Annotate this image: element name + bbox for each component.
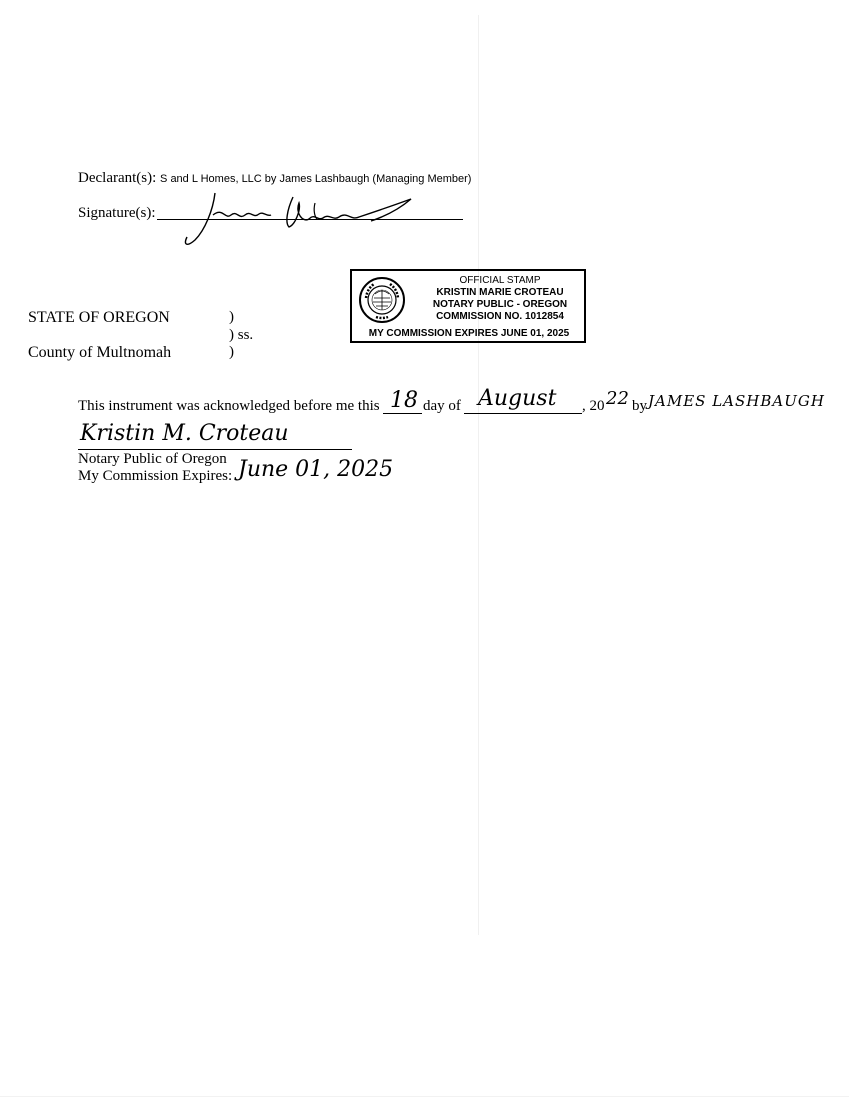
- venue-county: County of Multnomah: [28, 344, 172, 361]
- ack-day-word: day of: [423, 398, 461, 414]
- stamp-line-2: KRISTIN MARIE CROTEAU: [436, 287, 564, 298]
- venue-paren-3: ): [229, 344, 234, 360]
- ack-year-value: 22: [606, 388, 629, 409]
- ack-day-underline: [383, 413, 422, 414]
- page-fold-line: [478, 15, 479, 935]
- ack-day-value: 18: [390, 388, 418, 413]
- ack-month-value: August: [478, 386, 557, 411]
- declarant-label: Declarant(s):: [78, 170, 157, 186]
- notary-title: Notary Public of Oregon: [78, 451, 227, 467]
- ack-by-value: JAMES LASHBAUGH: [648, 392, 825, 410]
- commission-label: My Commission Expires:: [78, 468, 233, 484]
- scan-bottom-edge: [0, 1096, 849, 1097]
- notary-signature: Kristin M. Croteau: [80, 421, 289, 446]
- stamp-expiry: MY COMMISSION EXPIRES JUNE 01, 2025: [368, 328, 570, 339]
- ack-prefix: This instrument was acknowledged before me this: [78, 398, 380, 414]
- ack-month-underline: [464, 413, 582, 414]
- oregon-seal-icon: [358, 276, 406, 324]
- venue-ss: ) ss.: [229, 327, 254, 343]
- stamp-line-4: COMMISSION NO. 1012854: [436, 311, 564, 322]
- ack-by-word: by: [632, 398, 647, 414]
- venue-state: STATE OF OREGON: [28, 309, 170, 326]
- signature-label: Signature(s):: [78, 205, 156, 221]
- stamp-line-3: NOTARY PUBLIC - OREGON: [432, 299, 568, 310]
- declarant-signature-image: [175, 185, 445, 255]
- venue-paren-1: ): [229, 309, 234, 325]
- notary-signature-underline: [78, 449, 352, 450]
- notary-stamp: [350, 269, 586, 343]
- commission-value: June 01, 2025: [238, 457, 394, 482]
- stamp-line-1: OFFICIAL STAMP: [459, 275, 541, 286]
- stamp-text-block: [414, 275, 586, 323]
- declarant-value: S and L Homes, LLC by James Lashbaugh (Managing Member): [160, 173, 472, 185]
- ack-year-prefix: , 20: [582, 398, 605, 414]
